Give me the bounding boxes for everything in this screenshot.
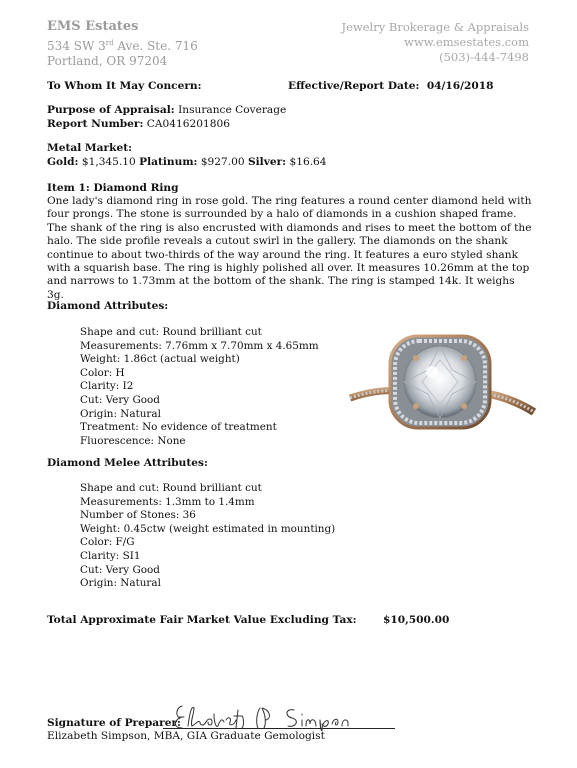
signature-label: Signature of Preparer: bbox=[47, 717, 181, 729]
report-date bbox=[288, 80, 494, 94]
report-date-value: 04/16/2018 bbox=[426, 80, 494, 92]
melee-attr-line: Number of Stones: 36 bbox=[80, 509, 196, 522]
item-title: Item 1: Diamond Ring bbox=[47, 182, 179, 194]
diamond-attr-line: Cut: Very Good bbox=[80, 393, 160, 406]
preparer-name: Elizabeth Simpson, MBA, GIA Graduate Gemologist bbox=[47, 730, 325, 742]
melee-attr-line: Measurements: 1.3mm to 1.4mm bbox=[80, 495, 255, 508]
company-website[interactable]: www.emsestates.com bbox=[404, 35, 529, 49]
diamond-attr-line: Weight: 1.86ct (actual weight) bbox=[80, 353, 240, 366]
diamond-ring-icon bbox=[340, 330, 540, 460]
diamond-attr-line: Clarity: I2 bbox=[80, 380, 134, 393]
letterhead-right bbox=[341, 20, 529, 65]
report-date-label: Effective/Report Date: bbox=[288, 80, 420, 92]
melee-attr-line: Clarity: SI1 bbox=[80, 549, 141, 562]
diamond-attributes-list bbox=[80, 326, 319, 448]
address-line-2: Portland, OR 97204 bbox=[47, 54, 168, 68]
address-line-1: 534 SW 3rd Ave. Ste. 716 bbox=[47, 39, 198, 53]
metal-prices-row: Gold: $1,345.10 Platinum: $927.00 Silver: $16.64 bbox=[47, 155, 327, 168]
melee-attr-line: Shape and cut: Round brilliant cut bbox=[80, 482, 262, 494]
total-value-amount: $10,500.00 bbox=[383, 614, 450, 626]
salutation: To Whom It May Concern: bbox=[47, 80, 202, 92]
melee-attr-line: Color: F/G bbox=[80, 536, 135, 549]
melee-attr-line: Weight: 0.45ctw (weight estimated in mounting) bbox=[80, 522, 336, 535]
diamond-attributes-title: Diamond Attributes: bbox=[47, 300, 169, 312]
handwritten-signature bbox=[170, 700, 360, 732]
metal-market-block bbox=[47, 142, 327, 169]
report-number-row: Report Number: CA0416201806 bbox=[47, 117, 230, 130]
company-tagline: Jewelry Brokerage & Appraisals bbox=[341, 20, 529, 34]
melee-attributes-title: Diamond Melee Attributes: bbox=[47, 457, 208, 469]
company-name: EMS Estates bbox=[47, 19, 139, 34]
ring-image bbox=[340, 330, 540, 464]
diamond-attr-line: Treatment: No evidence of treatment bbox=[80, 421, 277, 434]
metal-market-title: Metal Market: bbox=[47, 142, 132, 154]
diamond-attr-line: Color: H bbox=[80, 366, 125, 379]
diamond-attr-line: Measurements: 7.76mm x 7.70mm x 4.65mm bbox=[80, 339, 319, 352]
melee-attributes-list bbox=[80, 482, 335, 591]
diamond-attr-line: Fluorescence: None bbox=[80, 434, 186, 447]
melee-attr-line: Cut: Very Good bbox=[80, 563, 160, 576]
total-value-label: Total Approximate Fair Market Value Excluding Tax: bbox=[47, 614, 357, 626]
item-description: One lady's diamond ring in rose gold. The ring features a round center diamond held with four prongs. The stone is surrounded by a halo of diamonds in a cushion shaped frame. The shank of the ring is also encrusted with diamonds and rises to meet the bottom of the halo. The side profile reveals a cutout swirl in the gallery. The diamonds on the shank continue to about two-thirds of the way around the ring. It features a euro styled shank with a squarish base. The ring is highly polished all over. It measures 10.26mm at the top and narrows to 1.73mm at the bottom of the shank. The ring is stamped 14k. It weighs 3g. bbox=[47, 195, 532, 301]
purpose-row: Purpose of Appraisal: Insurance Coverage bbox=[47, 104, 287, 116]
purpose-block bbox=[47, 104, 286, 131]
diamond-attr-line: Shape and cut: Round brilliant cut bbox=[80, 326, 262, 338]
melee-attr-line: Origin: Natural bbox=[80, 577, 161, 590]
company-phone: (503)-444-7498 bbox=[439, 50, 529, 64]
diamond-attr-line: Origin: Natural bbox=[80, 407, 161, 420]
letterhead-left bbox=[47, 19, 198, 69]
